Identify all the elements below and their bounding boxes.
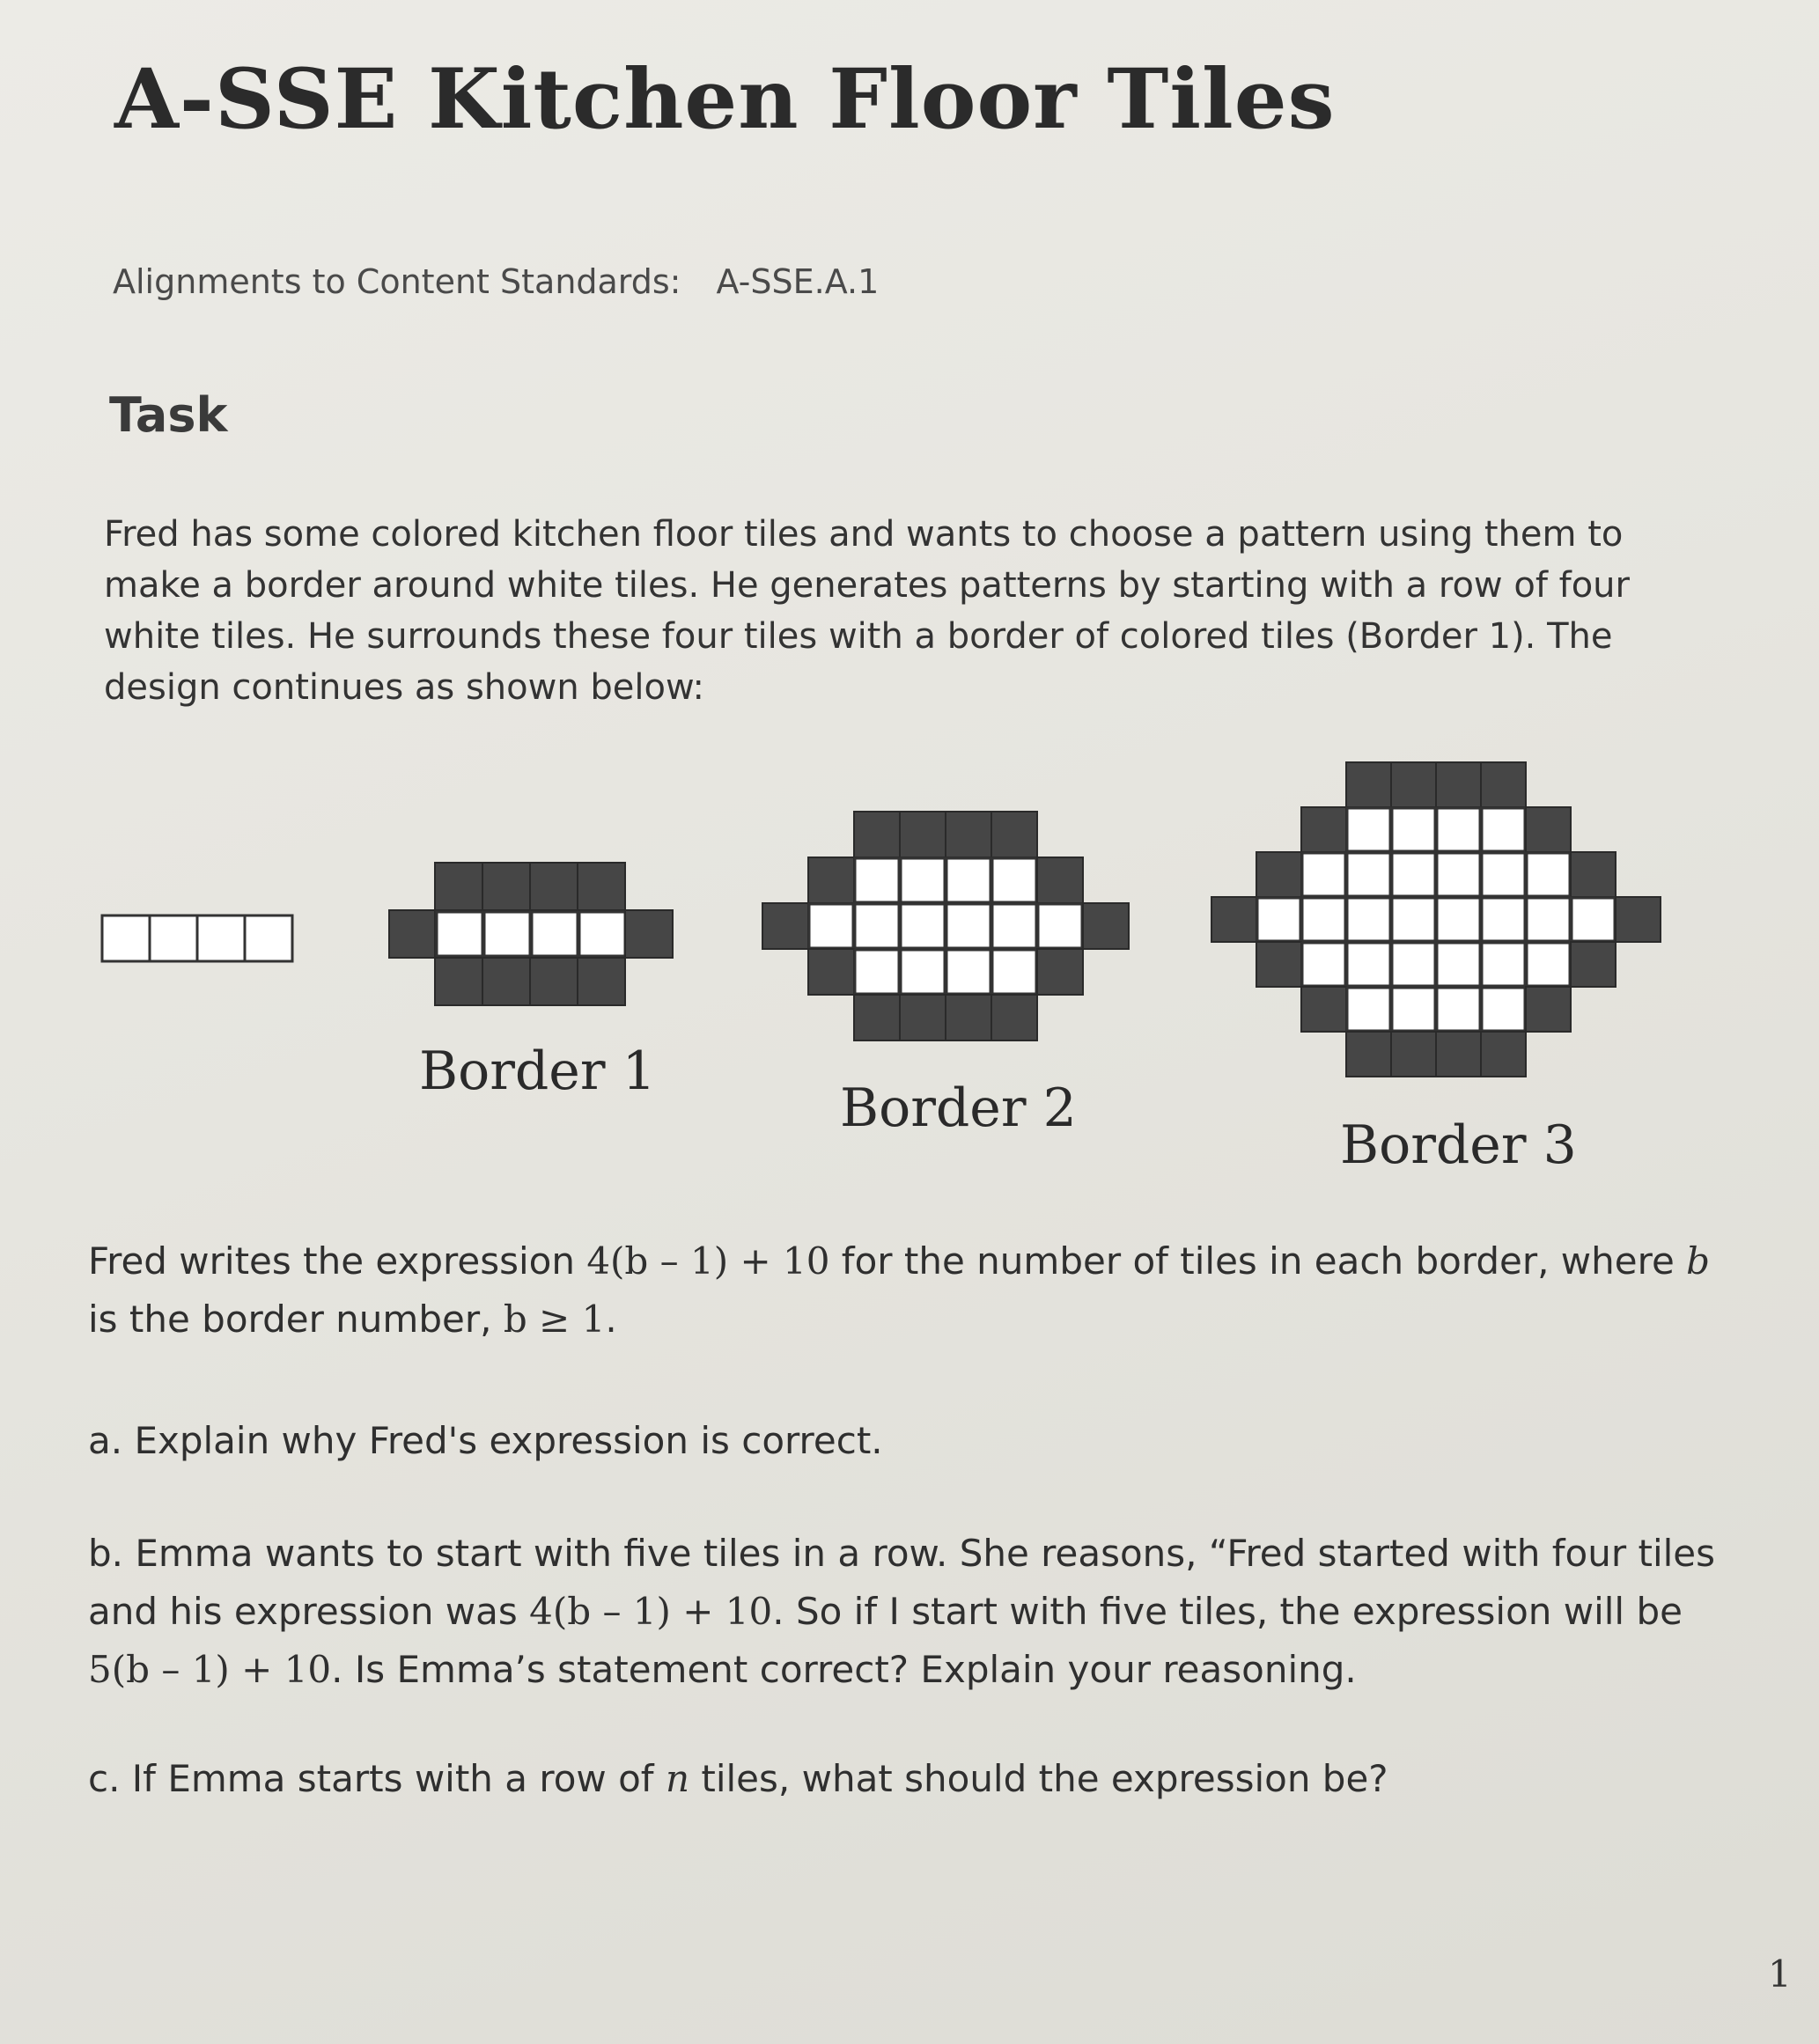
dark-tile: [946, 995, 991, 1040]
white-tile: [1392, 988, 1435, 1031]
white-tile: [855, 950, 899, 994]
dark-tile: [854, 812, 900, 857]
dark-tile: [1211, 897, 1256, 942]
border-1-label: Border 1: [419, 1040, 656, 1102]
question-b: [88, 1525, 1726, 1699]
white-tile: [1437, 943, 1480, 986]
dark-tile: [530, 863, 578, 910]
white-tile: [901, 858, 945, 902]
white-tile: [855, 858, 899, 902]
question-c-text: tiles, what should the expression be?: [689, 1757, 1388, 1800]
border-1-tiles: [389, 863, 673, 1005]
white-tile: [532, 912, 578, 956]
dark-tile: [389, 910, 435, 958]
dark-tile: [854, 995, 900, 1040]
intro-paragraph: Fred has some colored kitchen floor tiles and wants to choose a pattern using them to make a border around white tiles. He generates patterns by starting with a row of four white tiles. He surrounds these four tiles with a border of colored tiles (Border 1). The design continues as shown below:: [104, 514, 1630, 708]
alignments-label: Alignments to Content Standards:: [113, 262, 681, 301]
question-a: a. Explain why Fred's expression is correct.: [88, 1419, 883, 1462]
white-tile: [1392, 943, 1435, 986]
dark-tile: [1037, 949, 1083, 995]
dark-tile: [991, 812, 1037, 857]
dark-tile: [1346, 1032, 1391, 1077]
white-tile: [1257, 898, 1300, 941]
dark-tile: [1256, 942, 1301, 987]
dark-tile: [578, 958, 625, 1005]
emma-expression: 5(b – 1) + 10: [88, 1648, 332, 1691]
white-tile: [245, 915, 292, 961]
dark-tile: [482, 958, 530, 1005]
task-heading: Task: [109, 387, 228, 443]
question-b-text: . So if I start with five tiles, the expression will be: [772, 1590, 1683, 1633]
starting-row-figure: [100, 912, 303, 965]
dark-tile: [1526, 807, 1571, 852]
white-tile: [1437, 808, 1480, 851]
page-title: A-SSE Kitchen Floor Tiles: [114, 51, 1336, 148]
white-tile: [1038, 904, 1082, 948]
intro-text: Fred writes the expression: [88, 1239, 587, 1283]
white-tile: [1347, 898, 1390, 941]
white-tile: [1437, 988, 1480, 1031]
white-tile: [1437, 853, 1480, 896]
intro-text: for the number of tiles in each border, where: [829, 1239, 1687, 1283]
white-tile: [901, 950, 945, 994]
dark-tile: [1301, 987, 1346, 1032]
white-tile: [1347, 808, 1390, 851]
white-tile: [946, 904, 991, 948]
dark-tile: [1037, 857, 1083, 903]
white-tile: [855, 904, 899, 948]
dark-tile: [762, 903, 808, 949]
white-tile: [1302, 898, 1345, 941]
dark-tile: [1571, 852, 1616, 897]
white-tile: [1482, 898, 1525, 941]
white-tile: [1482, 988, 1525, 1031]
white-tile: [484, 912, 530, 956]
page-number: 1: [1768, 1952, 1792, 1996]
dark-tile: [1391, 1032, 1436, 1077]
expression-intro: [88, 1232, 1726, 1349]
dark-tile: [1571, 942, 1616, 987]
white-tile: [1392, 853, 1435, 896]
dark-tile: [1436, 762, 1481, 807]
white-tile: [1392, 898, 1435, 941]
question-block: [88, 1232, 1726, 1808]
dark-tile: [625, 910, 673, 958]
white-tile: [809, 904, 853, 948]
dark-tile: [435, 863, 482, 910]
question-c-text: c. If Emma starts with a row of: [88, 1757, 666, 1800]
white-tile: [1482, 853, 1525, 896]
border-3-label: Border 3: [1340, 1114, 1577, 1176]
dark-tile: [1616, 897, 1661, 942]
starting-tiles: [102, 915, 292, 961]
white-tile: [1527, 943, 1570, 986]
dark-tile: [991, 995, 1037, 1040]
dark-tile: [1526, 987, 1571, 1032]
dark-tile: [578, 863, 625, 910]
white-tile: [1347, 853, 1390, 896]
fig-b3-tiles: [1211, 762, 1661, 1077]
white-tile: [1302, 853, 1345, 896]
standard-code: A-SSE.A.1: [716, 262, 880, 301]
white-tile: [1572, 898, 1615, 941]
white-tile: [1527, 898, 1570, 941]
dark-tile: [1481, 1032, 1526, 1077]
white-tile: [901, 904, 945, 948]
white-tile: [197, 915, 245, 961]
question-c: [88, 1750, 1726, 1808]
question-b-text: . Is Emma’s statement correct? Explain your reasoning.: [331, 1648, 1357, 1691]
alignments-line: [113, 262, 879, 301]
fig-b2-tiles: [762, 812, 1129, 1040]
white-tile: [1527, 853, 1570, 896]
dark-tile: [946, 812, 991, 857]
dark-tile: [1436, 1032, 1481, 1077]
white-tile: [1347, 943, 1390, 986]
white-tile: [1347, 988, 1390, 1031]
intro-text: .: [605, 1298, 617, 1341]
variable-b: b: [1686, 1239, 1711, 1283]
white-tile: [102, 915, 150, 961]
dark-tile: [808, 949, 854, 995]
border-2-label: Border 2: [840, 1077, 1077, 1139]
dark-tile: [1083, 903, 1129, 949]
white-tile: [150, 915, 197, 961]
white-tile: [1482, 943, 1525, 986]
dark-tile: [900, 995, 946, 1040]
dark-tile: [482, 863, 530, 910]
fred-expression: 4(b – 1) + 10: [586, 1239, 830, 1283]
white-tile: [992, 950, 1036, 994]
condition: b ≥ 1: [503, 1298, 606, 1341]
white-tile: [946, 950, 991, 994]
intro-text: is the border number,: [88, 1298, 504, 1341]
white-tile: [1392, 808, 1435, 851]
dark-tile: [1481, 762, 1526, 807]
dark-tile: [900, 812, 946, 857]
white-tile: [1482, 808, 1525, 851]
white-tile: [1437, 898, 1480, 941]
task-intro: [104, 509, 1653, 713]
border-3-figure: [1210, 761, 1668, 1083]
white-tile: [579, 912, 625, 956]
border-1-figure: [387, 861, 678, 1007]
dark-tile: [530, 958, 578, 1005]
border-2-figure: [761, 810, 1130, 1044]
dark-tile: [1256, 852, 1301, 897]
fred-expression: 4(b – 1) + 10: [529, 1590, 773, 1633]
white-tile: [437, 912, 482, 956]
white-tile: [992, 904, 1036, 948]
dark-tile: [435, 958, 482, 1005]
question-b-text: b. Emma wants to start with five tiles in a row. She reasons, “Fred started with four tiles and his expression was: [88, 1532, 1716, 1633]
white-tile: [946, 858, 991, 902]
white-tile: [992, 858, 1036, 902]
white-tile: [1302, 943, 1345, 986]
dark-tile: [808, 857, 854, 903]
dark-tile: [1301, 807, 1346, 852]
variable-n: n: [665, 1757, 690, 1800]
dark-tile: [1346, 762, 1391, 807]
dark-tile: [1391, 762, 1436, 807]
